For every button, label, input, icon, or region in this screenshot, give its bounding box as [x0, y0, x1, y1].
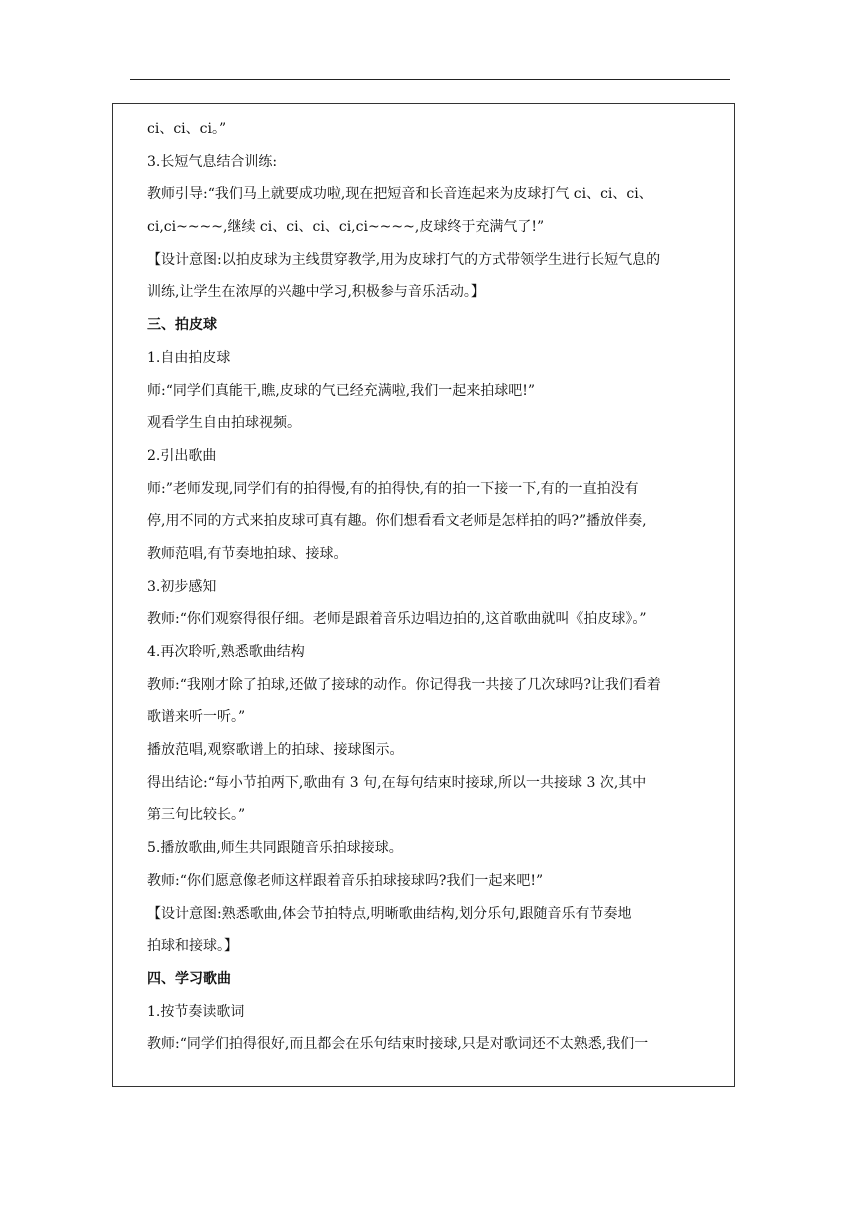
- text-line: 训练,让学生在浓厚的兴趣中学习,积极参与音乐活动。】: [147, 284, 485, 301]
- lesson-plan-body: [147, 113, 729, 1061]
- text-line: 歌谱来听一听。”: [147, 709, 246, 726]
- text-line: ci,ci~~~~,继续 ci、ci、ci、ci,ci~~~~,皮球终于充满气了!”: [147, 219, 545, 236]
- text-line: 拍球和接球。】: [147, 938, 238, 955]
- text-line: 1.按节奏读歌词: [147, 1003, 245, 1020]
- text-line: 教师:“你们愿意像老师这样跟着音乐拍球接球吗?我们一起来吧!”: [147, 872, 544, 889]
- text-line: 播放范唱,观察歌谱上的拍球、接球图示。: [147, 742, 404, 759]
- text-line: 【设计意图:熟悉歌曲,体会节拍特点,明晰歌曲结构,划分乐句,跟随音乐有节奏地: [147, 905, 632, 922]
- text-line: 教师:“同学们拍得很好,而且都会在乐句结束时接球,只是对歌词还不太熟悉,我们一: [147, 1036, 649, 1053]
- section-heading: 四、学习歌曲: [147, 970, 231, 987]
- text-line: 教师引导:“我们马上就要成功啦,现在把短音和长音连起来为皮球打气 ci、ci、ci、: [147, 186, 653, 203]
- text-line: ci、ci、ci。”: [147, 121, 227, 137]
- table-cell-frame: [112, 103, 735, 1087]
- text-line: 3.长短气息结合训练:: [147, 153, 278, 170]
- text-line: 教师范唱,有节奏地拍球、接球。: [147, 545, 348, 562]
- text-line: 观看学生自由拍球视频。: [147, 415, 301, 432]
- text-line: 4.再次聆听,熟悉歌曲结构: [147, 644, 305, 660]
- text-line: 师:”老师发现,同学们有的拍得慢,有的拍得快,有的拍一下接一下,有的一直拍没有: [147, 480, 639, 497]
- text-line: 停,用不同的方式来拍皮球可真有趣。你们想看看文老师是怎样拍的吗?”播放伴奏,: [147, 513, 647, 530]
- header-rule: [130, 79, 730, 80]
- text-line: 1.自由拍皮球: [147, 349, 231, 366]
- text-line: 5.播放歌曲,师生共同跟随音乐拍球接球。: [147, 840, 403, 857]
- section-heading: 三、拍皮球: [147, 317, 217, 334]
- text-line: 2.引出歌曲: [147, 447, 217, 464]
- text-line: 教师:“你们观察得很仔细。老师是跟着音乐边唱边拍的,这首歌曲就叫《拍皮球》。”: [147, 611, 647, 628]
- text-line: 第三句比较长。”: [147, 807, 246, 824]
- text-line: 【设计意图:以拍皮球为主线贯穿教学,用为皮球打气的方式带领学生进行长短气息的: [147, 251, 661, 268]
- text-line: 师:“同学们真能干,瞧,皮球的气已经充满啦,我们一起来拍球吧!”: [147, 382, 536, 399]
- text-line: 教师:“我刚才除了拍球,还做了接球的动作。你记得我一共接了几次球吗?让我们看着: [147, 676, 661, 693]
- text-line: 得出结论:“每小节拍两下,歌曲有 3 句,在每句结束时接球,所以一共接球 3 次,其中: [147, 774, 647, 791]
- text-line: 3.初步感知: [147, 578, 217, 595]
